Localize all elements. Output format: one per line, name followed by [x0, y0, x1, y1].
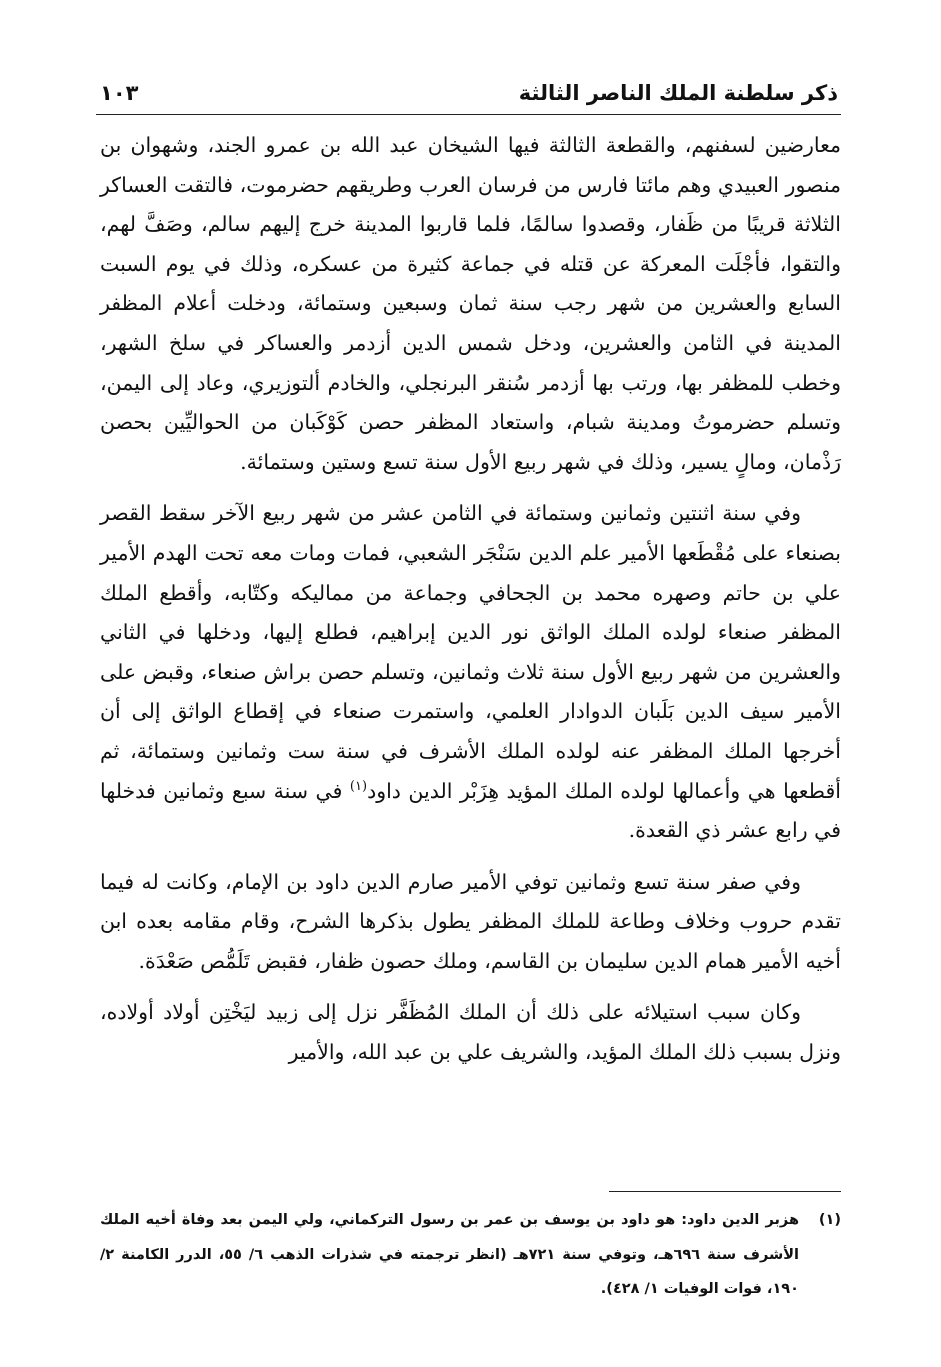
paragraph-1 [100, 126, 841, 482]
header-divider [96, 114, 841, 115]
footnote-divider [609, 1191, 841, 1192]
paragraph-2-text-after: في سنة سبع وثمانين فدخلها في رابع عشر ذي القعدة. [100, 778, 841, 843]
paragraph-1-text: معارضين لسفنهم، والقطعة الثالثة فيها الشيخان عبد الله بن عمرو الجند، وشهوان بن منصور العبيدي وهم مائتا فارس من فرسان العرب وطريقهم حضرموت، فالتقت العساكر الثلاثة قريبًا من ظَفار، وقصدوا سالمًا، فلما قاربوا المدينة خرج إليهم سالم، وصَفَّ لهم، والتقوا، فأجْلَت المعركة عن قتله في جماعة كثيرة من عسكره، وذلك في يوم السبت السابع والعشرين من شهر رجب سنة ثمان وسبعين وستمائة، ودخلت أعلام المظفر المدينة في الثامن والعشرين، ودخل شمس الدين أزدمر والعساكر في سلخ الشهر، وخطب للمظفر بها، ورتب بها أزدمر سُنقر البرنجلي، والخادم ألتوزيري، وعاد إلى اليمن، وتسلم حضرموتُ ومدينة شبام، واستعاد المظفر حصن كَوْكَبان من الحواليِّين بحصن رَذْمان، ومالٍ يسير، وذلك في شهر ربيع الأول سنة تسع وستين وستمائة. [100, 133, 841, 474]
footnote-marker[interactable]: (١) [349, 778, 368, 794]
page-number: ١٠٣ [100, 81, 139, 105]
paragraph-4-text: وكان سبب استيلائه على ذلك أن الملك المُظَفَّر نزل إلى زبيد ليَخْتِن أولاد أولاده، ونزل بسبب ذلك الملك المؤيد، والشريف علي بن عبد الله، والأمير [100, 1000, 841, 1065]
footnote-number: (١) [818, 1212, 841, 1228]
paragraph-2-text: وفي سنة اثنتين وثمانين وستمائة في الثامن عشر من شهر ربيع الآخر سقط القصر بصنعاء على مُقْطَعها الأمير علم الدين سَنْجَر الشعبي، فمات ومات معه تحت الهدم الأمير علي بن حاتم وصهره محمد بن الجحافي وجماعة من مماليكه وكتّابه، وأقطع الملك المظفر صنعاء لولده الملك الواثق نور الدين إبراهيم، فطلع إليها، ودخلها في الثاني والعشرين من شهر ربيع الأول سنة ثلاث وثمانين، وتسلم حصن براش صنعاء، وقبض على الأمير سيف الدين بَلَبان الدوادار العلمي، واستمرت صنعاء في إقطاع الواثق إلى أن أخرجها الملك المظفر عنه لولده الملك الأشرف في سنة ست وثمانين وستمائة، ثم أقطعها هي وأعمالها لولده الملك المؤيد هِزَبْر الدين داود [100, 501, 841, 803]
page-header [96, 78, 838, 112]
paragraph-2 [100, 494, 841, 850]
running-title: ذكر سلطنة الملك الناصر الثالثة [518, 81, 838, 105]
paragraph-4 [100, 993, 841, 1072]
paragraph-3-text: وفي صفر سنة تسع وثمانين توفي الأمير صارم الدين داود بن الإمام، وكانت له فيما تقدم حروب وخلاف وطاعة للملك المظفر يطول بذكرها الشرح، وقام مقامه بعده ابن أخيه الأمير همام الدين سليمان بن القاسم، وملك حصون ظفار، فقبض تَلَمُّص صَعْدَة. [100, 869, 841, 973]
footnote-1 [100, 1203, 841, 1307]
footnote-text: هزبر الدين داود: هو داود بن يوسف بن عمر بن رسول التركماني، ولي اليمن بعد وفاة أخيه الملك الأشرف سنة ٦٩٦هـ، وتوفي سنة ٧٢١هـ (انظر ترجمته في شذرات الذهب ٦/ ٥٥، الدرر الكامنة ٢/ ١٩٠، فوات الوفيات ١/ ٤٢٨). [100, 1212, 799, 1297]
footnotes [100, 1203, 841, 1307]
paragraph-3 [100, 863, 841, 982]
main-text [100, 126, 841, 1073]
